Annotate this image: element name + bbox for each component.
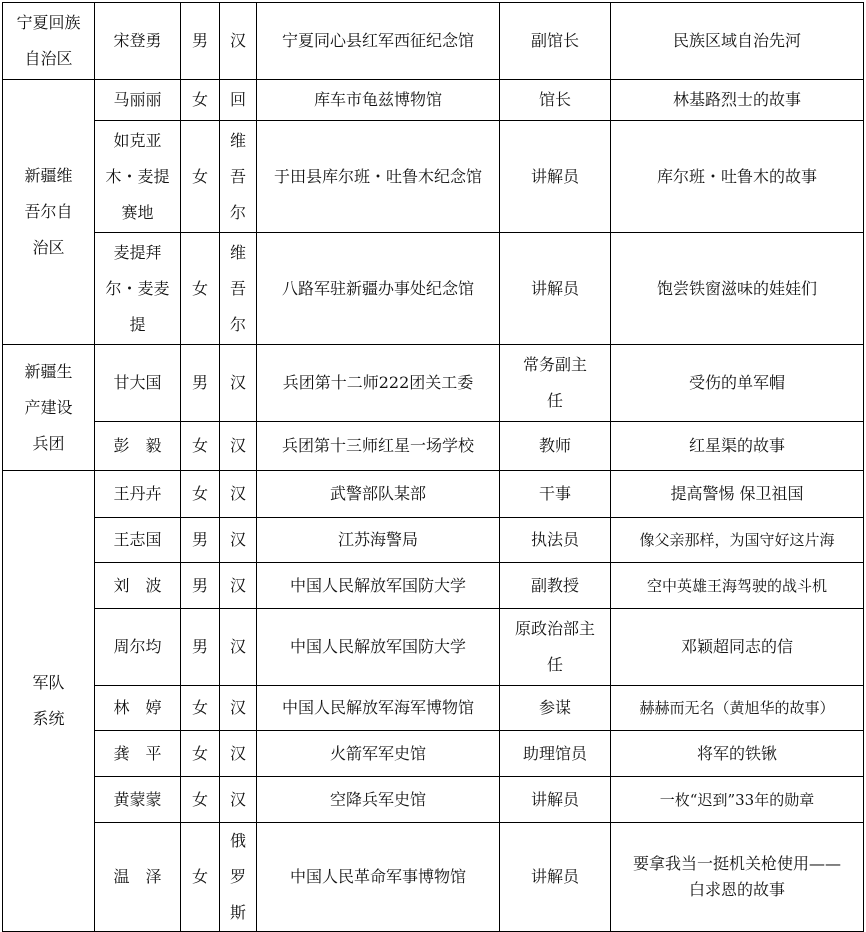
title-cell: 讲解员 [500,777,611,823]
region-cell: 宁夏回族自治区 [3,3,95,80]
table-row [3,609,864,686]
name-cell: 温 泽 [95,823,181,932]
name-cell: 马丽丽 [95,80,181,121]
story-cell: 民族区域自治先河 [611,3,864,80]
story-cell: 饱尝铁窗滋味的娃娃们 [611,233,864,345]
ethnicity-cell: 俄罗斯 [220,823,257,932]
gender-cell: 女 [181,121,220,233]
table-row [3,422,864,471]
table-row [3,471,864,518]
ethnicity-cell: 维吾尔 [220,121,257,233]
ethnicity-cell: 回 [220,80,257,121]
gender-cell: 女 [181,823,220,932]
organization-cell: 于田县库尔班・吐鲁木纪念馆 [257,121,500,233]
table-row [3,80,864,121]
gender-cell: 女 [181,233,220,345]
gender-cell: 男 [181,3,220,80]
gender-cell: 男 [181,609,220,686]
ethnicity-cell: 汉 [220,563,257,609]
organization-cell: 空降兵军史馆 [257,777,500,823]
ethnicity-cell: 汉 [220,518,257,563]
organization-cell: 兵团第十三师红星一场学校 [257,422,500,471]
name-cell: 黄蒙蒙 [95,777,181,823]
region-cell: 军队系统 [3,471,95,932]
table-row [3,686,864,731]
table-row [3,121,864,233]
ethnicity-cell: 汉 [220,686,257,731]
gender-cell: 女 [181,777,220,823]
organization-cell: 火箭军军史馆 [257,731,500,777]
organization-cell: 库车市龟兹博物馆 [257,80,500,121]
table-row [3,823,864,932]
story-cell: 将军的铁锹 [611,731,864,777]
table-row [3,518,864,563]
name-cell: 彭 毅 [95,422,181,471]
name-cell: 王丹卉 [95,471,181,518]
name-cell: 刘 波 [95,563,181,609]
organization-cell: 八路军驻新疆办事处纪念馆 [257,233,500,345]
organization-cell: 江苏海警局 [257,518,500,563]
story-cell: 要拿我当一挺机关枪使用——白求恩的故事 [611,823,864,932]
region-cell: 新疆生产建设兵团 [3,345,95,471]
title-cell: 参谋 [500,686,611,731]
ethnicity-cell: 汉 [220,777,257,823]
table-row [3,563,864,609]
gender-cell: 男 [181,345,220,422]
honoree-table [2,2,864,932]
story-cell: 一枚“迟到”33年的勋章 [611,777,864,823]
story-cell: 赫赫而无名（黄旭华的故事） [611,686,864,731]
organization-cell: 宁夏同心县红军西征纪念馆 [257,3,500,80]
title-cell: 执法员 [500,518,611,563]
gender-cell: 女 [181,471,220,518]
organization-cell: 兵团第十二师222团关工委 [257,345,500,422]
name-cell: 王志国 [95,518,181,563]
organization-cell: 中国人民解放军国防大学 [257,609,500,686]
story-cell: 像父亲那样，为国守好这片海 [611,518,864,563]
gender-cell: 男 [181,563,220,609]
name-cell: 如克亚木・麦提赛地 [95,121,181,233]
title-cell: 副教授 [500,563,611,609]
story-cell: 空中英雄王海驾驶的战斗机 [611,563,864,609]
gender-cell: 女 [181,686,220,731]
gender-cell: 女 [181,80,220,121]
table-row [3,345,864,422]
title-cell: 常务副主任 [500,345,611,422]
region-cell: 新疆维吾尔自治区 [3,80,95,345]
story-cell: 邓颖超同志的信 [611,609,864,686]
table-row [3,3,864,80]
story-cell: 受伤的单军帽 [611,345,864,422]
story-cell: 库尔班・吐鲁木的故事 [611,121,864,233]
name-cell: 宋登勇 [95,3,181,80]
table-row [3,233,864,345]
gender-cell: 男 [181,518,220,563]
name-cell: 林 婷 [95,686,181,731]
title-cell: 干事 [500,471,611,518]
title-cell: 馆长 [500,80,611,121]
table-row [3,777,864,823]
title-cell: 副馆长 [500,3,611,80]
organization-cell: 中国人民革命军事博物馆 [257,823,500,932]
organization-cell: 中国人民解放军海军博物馆 [257,686,500,731]
ethnicity-cell: 维吾尔 [220,233,257,345]
ethnicity-cell: 汉 [220,3,257,80]
story-cell: 林基路烈士的故事 [611,80,864,121]
ethnicity-cell: 汉 [220,422,257,471]
title-cell: 原政治部主任 [500,609,611,686]
title-cell: 教师 [500,422,611,471]
gender-cell: 女 [181,731,220,777]
organization-cell: 中国人民解放军国防大学 [257,563,500,609]
ethnicity-cell: 汉 [220,731,257,777]
name-cell: 龚 平 [95,731,181,777]
title-cell: 讲解员 [500,823,611,932]
name-cell: 甘大国 [95,345,181,422]
gender-cell: 女 [181,422,220,471]
title-cell: 讲解员 [500,233,611,345]
ethnicity-cell: 汉 [220,609,257,686]
name-cell: 麦提拜尔・麦麦提 [95,233,181,345]
ethnicity-cell: 汉 [220,471,257,518]
table-row [3,731,864,777]
story-cell: 提高警惕 保卫祖国 [611,471,864,518]
ethnicity-cell: 汉 [220,345,257,422]
story-cell: 红星渠的故事 [611,422,864,471]
name-cell: 周尔均 [95,609,181,686]
organization-cell: 武警部队某部 [257,471,500,518]
title-cell: 讲解员 [500,121,611,233]
title-cell: 助理馆员 [500,731,611,777]
